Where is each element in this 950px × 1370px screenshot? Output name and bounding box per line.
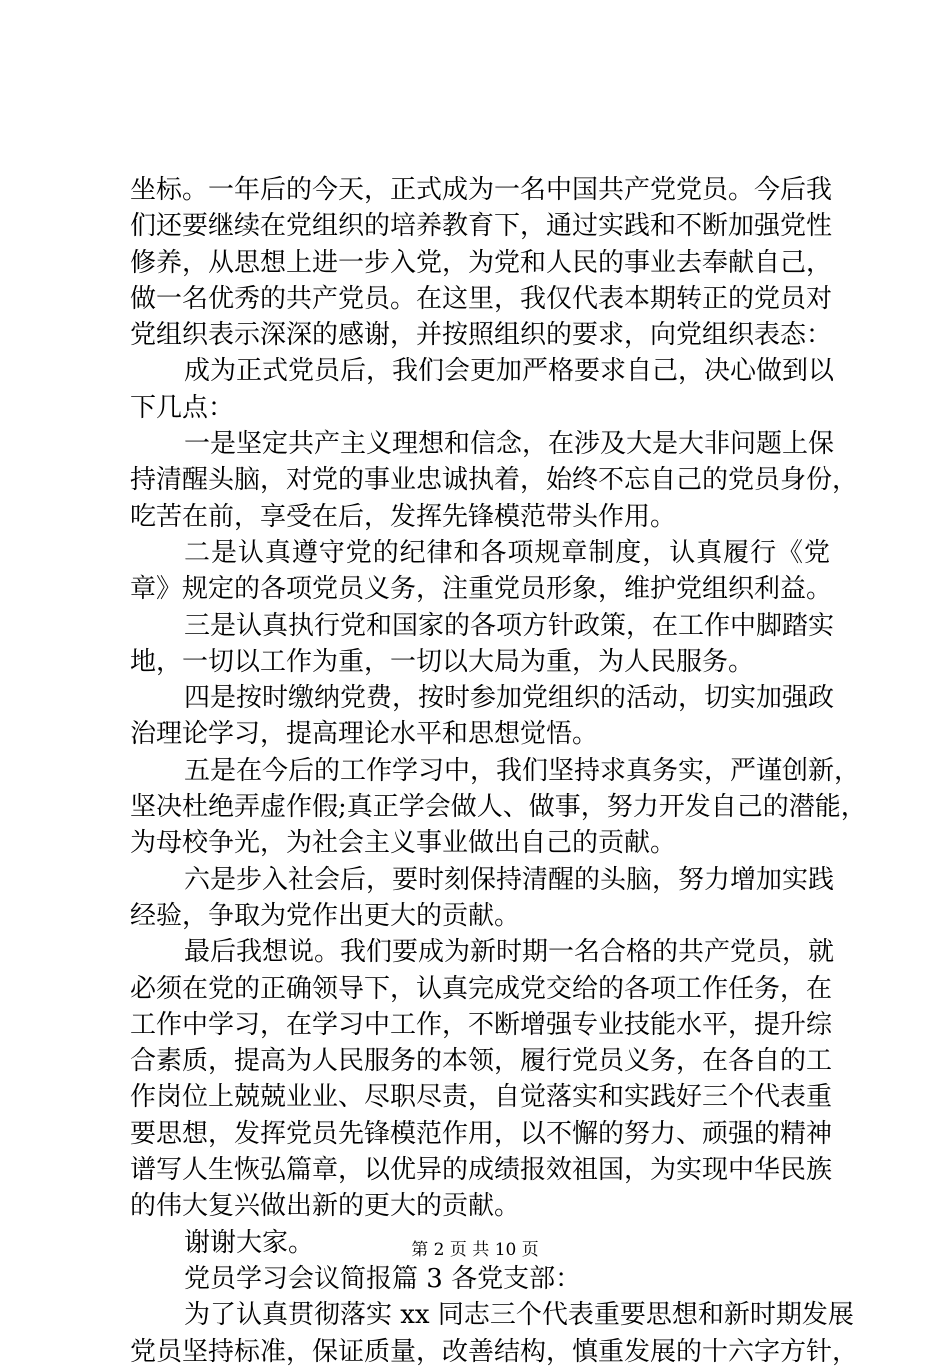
text-line: 党组织表示深深的感谢，并按照组织的要求，向党组织表态： — [130, 320, 833, 351]
text-line: 最后我想说。我们要成为新时期一名合格的共产党员，就 — [184, 937, 835, 968]
text-line: 章》规定的各项党员义务，注重党员形象，维护党组织利益。 — [130, 574, 833, 605]
text-line: 作岗位上兢兢业业、尽职尽责，自觉落实和实践好三个代表重 — [130, 1082, 833, 1113]
text-line: 为了认真贯彻落实 xx 同志三个代表重要思想和新时期发展 — [184, 1300, 854, 1331]
text-line: 持清醒头脑，对党的事业忠诚执着，始终不忘自己的党员身份， — [130, 465, 859, 496]
text-line: 三是认真执行党和国家的各项方针政策，在工作中脚踏实 — [184, 610, 835, 641]
text-line: 党员学习会议简报篇 3 各党支部： — [184, 1263, 582, 1294]
text-line: 地，一切以工作为重，一切以大局为重，为人民服务。 — [130, 646, 755, 677]
page-number-label: 第 2 页 共 10 页 — [411, 1240, 539, 1260]
text-line: 下几点： — [130, 392, 235, 423]
text-line: 合素质，提高为人民服务的本领，履行党员义务，在各自的工 — [130, 1046, 833, 1077]
text-line: 谢谢大家。 — [184, 1227, 315, 1258]
text-line: 坐标。一年后的今天，正式成为一名中国共产党党员。今后我 — [130, 175, 833, 205]
text-line: 谱写人生恢弘篇章，以优异的成绩报效祖国，为实现中华民族 — [130, 1155, 833, 1186]
text-line: 修养，从思想上进一步入党，为党和人民的事业去奉献自己， — [130, 247, 833, 278]
text-line: 经验，争取为党作出更大的贡献。 — [130, 900, 521, 931]
text-line: 必须在党的正确领导下，认真完成党交给的各项工作任务，在 — [130, 973, 833, 1004]
text-line: 四是按时缴纳党费，按时参加党组织的活动，切实加强政 — [184, 683, 835, 714]
text-line: 坚决杜绝弄虚作假;真正学会做人、做事，努力开发自己的潜能， — [130, 792, 867, 823]
text-line: 的伟大复兴做出新的更大的贡献。 — [130, 1191, 521, 1222]
text-line: 五是在今后的工作学习中，我们坚持求真务实，严谨创新， — [184, 755, 861, 786]
text-line: 二是认真遵守党的纪律和各项规章制度，认真履行《党 — [184, 537, 830, 568]
text-line: 六是步入社会后，要时刻保持清醒的头脑，努力增加实践 — [184, 864, 835, 895]
text-line: 成为正式党员后，我们会更加严格要求自己，决心做到以 — [184, 356, 835, 387]
text-line: 治理论学习，提高理论水平和思想觉悟。 — [130, 719, 599, 750]
text-line: 做一名优秀的共产党员。在这里，我仅代表本期转正的党员对 — [130, 283, 833, 314]
text-line: 们还要继续在党组织的培养教育下，通过实践和不断加强党性 — [130, 211, 833, 242]
text-line: 一是坚定共产主义理想和信念，在涉及大是大非问题上保 — [184, 429, 835, 460]
text-line: 工作中学习，在学习中工作，不断增强专业技能水平，提升综 — [130, 1009, 833, 1040]
text-line: 吃苦在前，享受在后，发挥先锋模范带头作用。 — [130, 501, 677, 532]
text-line: 要思想，发挥党员先锋模范作用，以不懈的努力、顽强的精神 — [130, 1118, 833, 1149]
text-line: 为母校争光，为社会主义事业做出自己的贡献。 — [130, 828, 677, 859]
text-line: 党员坚持标准，保证质量，改善结构，慎重发展的十六字方针， — [130, 1336, 859, 1367]
page-footer — [0, 1240, 950, 1260]
document-body — [130, 172, 867, 1370]
